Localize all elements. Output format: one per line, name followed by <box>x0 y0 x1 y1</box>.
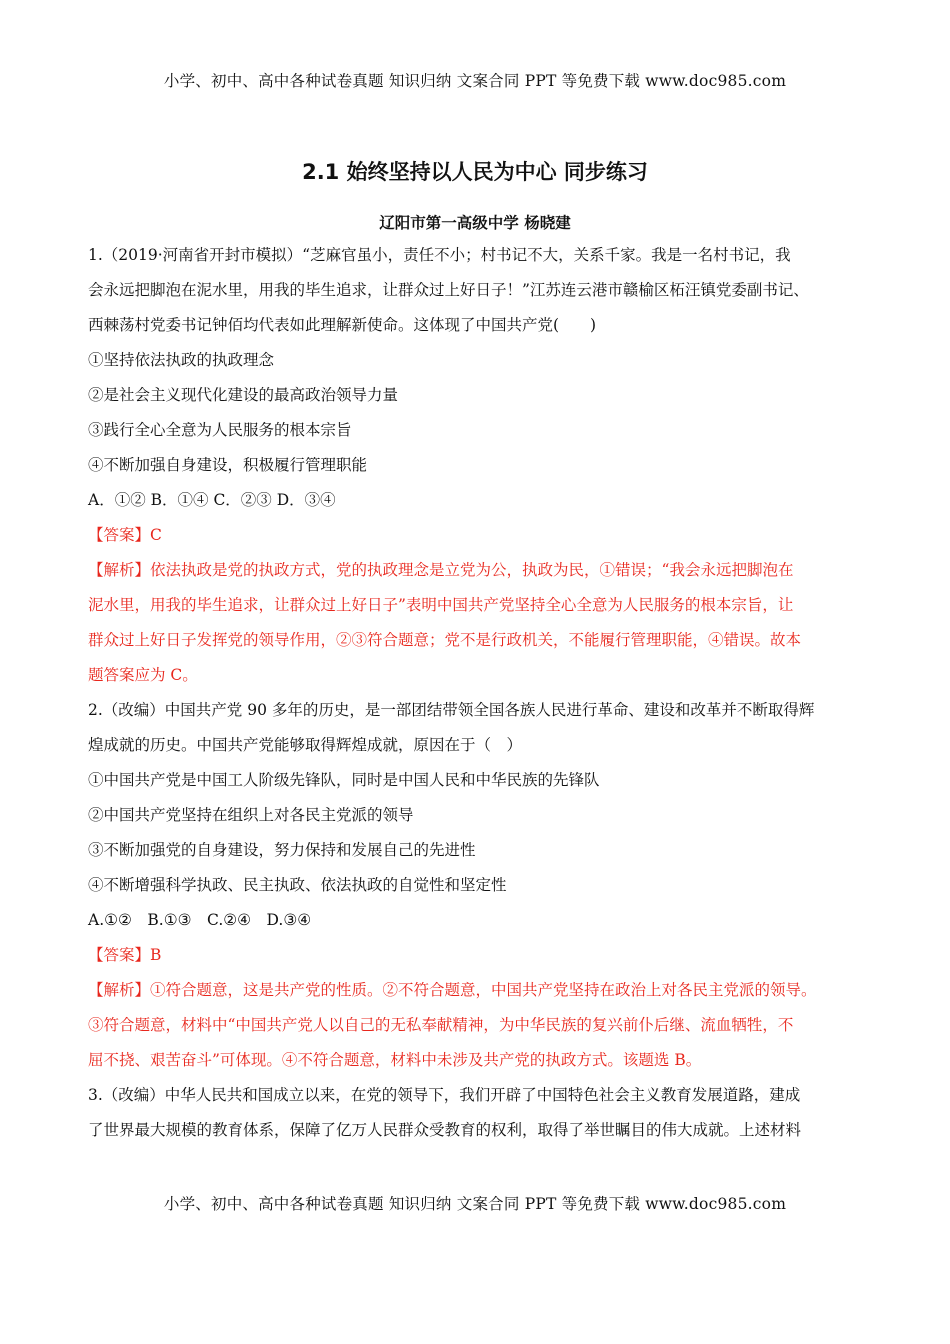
page-footer: 小学、初中、高中各种试卷真题 知识归纳 文案合同 PPT 等免费下载 www.doc985.com <box>163 1195 787 1213</box>
analysis-line: 群众过上好日子发挥党的领导作用，②③符合题意；党不是行政机关，不能履行管理职能，④错误。故本 <box>88 631 802 649</box>
statement-option: ①坚持依法执政的执政理念 <box>88 351 275 369</box>
analysis-line <box>88 553 878 588</box>
page-header: 小学、初中、高中各种试卷真题 知识归纳 文案合同 PPT 等免费下载 www.doc985.com <box>163 72 787 90</box>
statement-option: ②是社会主义现代化建设的最高政治领导力量 <box>88 386 399 404</box>
answer-label: 【答案】 <box>88 946 151 964</box>
question-stem-line: 1.（2019·河南省开封市模拟）“芝麻官虽小，责任不小；村书记不大，关系千家。我是一名村书记，我 <box>88 246 791 264</box>
statement-option: ②中国共产党坚持在组织上对各民主党派的领导 <box>88 806 414 824</box>
question-stem-line: 会永远把脚泡在泥水里，用我的毕生追求，让群众过上好日子！”江苏连云港市赣榆区柘汪镇党委副书记、 <box>88 281 809 299</box>
statement-option: ①中国共产党是中国工人阶级先锋队，同时是中国人民和中华民族的先锋队 <box>88 771 600 789</box>
answer-choices: A．①② B．①④ C．②③ D．③④ <box>88 491 336 509</box>
analysis-line: 泥水里，用我的毕生追求，让群众过上好日子”表明中国共产党坚持全心全意为人民服务的根本宗旨，让 <box>88 596 794 614</box>
statement-option: ③不断加强党的自身建设，努力保持和发展自己的先进性 <box>88 841 476 859</box>
statement-option: ④不断增强科学执政、民主执政、依法执政的自觉性和坚定性 <box>88 876 507 894</box>
answer-value: C <box>150 526 162 544</box>
analysis-text: 依法执政是党的执政方式，党的执政理念是立党为公，执政为民，①错误；“我会永远把脚泡在 <box>150 561 794 579</box>
question-3 <box>88 1078 878 1148</box>
question-stem-line: 西棘荡村党委书记钟佰均代表如此理解新使命。这体现了中国共产党( ) <box>88 316 597 334</box>
analysis-label: 【解析】 <box>88 981 151 999</box>
analysis-label: 【解析】 <box>88 561 151 579</box>
question-stem-line: 了世界最大规模的教育体系，保障了亿万人民群众受教育的权利，取得了举世瞩目的伟大成就。上述材料 <box>88 1121 802 1139</box>
question-stem-line: 煌成就的历史。中国共产党能够取得辉煌成就，原因在于（ ） <box>88 736 523 754</box>
document-body <box>88 238 878 1148</box>
analysis-line: ③符合题意，材料中“中国共产党人以自己的无私奉献精神，为中华民族的复兴前仆后继、流血牺牲，不 <box>88 1016 794 1034</box>
statement-option: ③践行全心全意为人民服务的根本宗旨 <box>88 421 352 439</box>
question-1 <box>88 238 878 693</box>
question-2 <box>88 693 878 1078</box>
answer-label: 【答案】 <box>88 526 151 544</box>
analysis-text: ①符合题意，这是共产党的性质。②不符合题意，中国共产党坚持在政治上对各民主党派的领导。 <box>150 981 817 999</box>
question-stem-line: 3.（改编）中华人民共和国成立以来，在党的领导下，我们开辟了中国特色社会主义教育发展道路，建成 <box>88 1086 801 1104</box>
author-line: 辽阳市第一高级中学 杨晓建 <box>379 214 571 232</box>
answer-line <box>88 518 878 553</box>
analysis-line: 屈不挠、艰苦奋斗”可体现。④不符合题意，材料中未涉及共产党的执政方式。该题选 B。 <box>88 1051 702 1069</box>
page-title: 2.1 始终坚持以人民为中心 同步练习 <box>302 160 648 184</box>
answer-choices: A.①② B.①③ C.②④ D.③④ <box>88 911 312 929</box>
answer-line <box>88 938 878 973</box>
analysis-line <box>88 973 878 1008</box>
analysis-line: 题答案应为 C。 <box>88 666 198 684</box>
question-stem-line: 2.（改编）中国共产党 90 多年的历史，是一部团结带领全国各族人民进行革命、建设和改革并不断取得辉 <box>88 701 815 719</box>
answer-value: B <box>150 946 162 964</box>
statement-option: ④不断加强自身建设，积极履行管理职能 <box>88 456 368 474</box>
